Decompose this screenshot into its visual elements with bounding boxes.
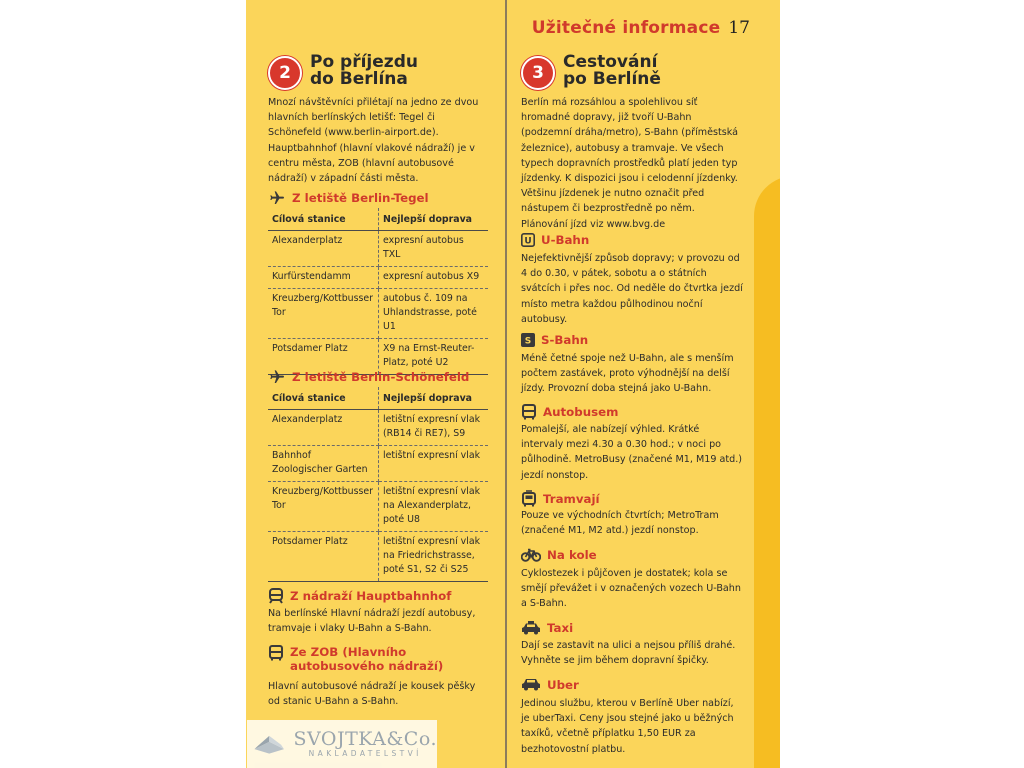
svg-text:S: S — [524, 336, 532, 347]
zob-text: Hlavní autobusové nádraží je kousek pěšky od stanic U-Bahn a S-Bahn. — [268, 681, 476, 708]
table-row: Alexanderplatz expresní autobus TXL — [268, 231, 488, 267]
ubahn-icon — [521, 233, 535, 247]
table-row: Potsdamer Platz X9 na Ernst-Reuter-Platz, poté U2 — [268, 339, 488, 375]
autobus-heading: Autobusem — [521, 404, 618, 420]
sbahn-heading: S S-Bahn — [521, 333, 588, 347]
bus-icon — [268, 645, 284, 661]
bike-heading: Na kole — [521, 548, 597, 562]
section-number-badge: 2 — [268, 56, 302, 90]
publisher-name: SVOJTKA&Co. — [293, 728, 437, 750]
table-row: Potsdamer Platz letištní expresní vlak na Friedrichstrasse, poté S1, S2 či S25 — [268, 532, 488, 582]
section-2-header — [268, 54, 418, 90]
ubahn-heading: U U-Bahn — [521, 233, 589, 247]
schonefeld-table — [268, 387, 488, 582]
book-page — [246, 0, 780, 768]
section-3-header — [521, 54, 661, 90]
tegel-heading: Z letiště Berlin-Tegel — [268, 190, 429, 206]
tram-heading: Tramvají — [521, 490, 600, 507]
page-number: 17 — [728, 18, 750, 38]
bicycle-icon — [521, 548, 541, 562]
section-title: Po příjezdu do Berlína — [310, 52, 418, 89]
table-row: Kreuzberg/Kottbusser Tor letištní expresní vlak na Alexanderplatz, poté U8 — [268, 482, 488, 532]
svg-text:U: U — [524, 236, 532, 247]
taxi-icon — [521, 621, 541, 635]
hbf-heading: Z nádraží Hauptbahnhof — [268, 588, 451, 604]
arrival-intro: Mnozí návštěvníci přilétají na jedno ze dvou hlavních berlínských letišť: Tegel či Schönefeld (www.berlin-airport.de). Hauptbahnhof (hlavní vlakové nádraží) je v centru města, ZOB (hlavní autobusové nádraží) v západní části města. — [268, 97, 479, 185]
transport-intro: Berlín má rozsáhlou a spolehlivou síť hromadné dopravy, již tvoří U-Bahn (podzemní dráha/metro), S-Bahn (příměstská železnice), autobusy a tramvaje. Ve všech typech dopravních prostředků platí jeden typ jízdenky. K dispozici jsou i celodenní jízdenky. Většinu jízdenek je nutno označit před nástupem či bezprostředně po něm. Plánování jízd viz www.bvg.de — [521, 97, 739, 230]
airplane-icon — [268, 190, 286, 206]
section-title: Cestování po Berlíně — [563, 52, 661, 89]
sbahn-text: Méně četné spoje než U-Bahn, ale s menším počtem zastávek, proto výhodnější na delší jízdy. Provozní doba stejná jako U-Bahn. — [521, 353, 734, 395]
ubahn-text: Nejefektivnější způsob dopravy; v provozu od 4 do 0.30, v pátek, sobotu a o státních svátcích i přes noc. Od neděle do čtvrtka jezdí místo metra každou půlhodinou noční autobusy. — [521, 253, 743, 325]
zob-heading: Ze ZOB (Hlavního autobusového nádraží) — [268, 645, 490, 673]
table-row: Kurfürstendamm expresní autobus X9 — [268, 267, 488, 289]
hbf-text: Na berlínské Hlavní nádraží jezdí autobusy, tramvaje i vlaky U-Bahn a S-Bahn. — [268, 608, 476, 635]
car-icon — [521, 678, 541, 692]
train-icon — [268, 588, 284, 604]
taxi-heading: Taxi — [521, 621, 573, 635]
tegel-table — [268, 208, 488, 375]
taxi-text: Dají se zastavit na ulici a nejsou příliš drahé. Vyhněte se jim během dopravní špičky. — [521, 640, 736, 667]
running-head — [532, 18, 750, 38]
schonefeld-heading: Z letiště Berlin-Schönefeld — [268, 369, 469, 385]
table-row: Kreuzberg/Kottbusser Tor autobus č. 109 na Uhlandstrasse, poté U1 — [268, 289, 488, 339]
publisher-watermark — [247, 720, 437, 768]
bus-icon — [521, 404, 537, 420]
tram-icon — [521, 490, 537, 507]
uber-text: Jedinou službu, kterou v Berlíně Uber nabízí, je uberTaxi. Ceny jsou stejné jako u běžných taxíků, včetně příplatku 1,50 EUR za bezhotovostní platbu. — [521, 698, 734, 755]
bike-text: Cyklostezek i půjčoven je dostatek; kola se smějí převážet i v označených vozech U-Bahn a S-Bahn. — [521, 568, 741, 610]
column-header: Nejlepší doprava — [379, 387, 489, 410]
table-row: Alexanderplatz letištní expresní vlak (RB14 či RE7), S9 — [268, 410, 488, 446]
column-divider — [505, 0, 507, 768]
airplane-icon — [268, 369, 286, 385]
column-header: Cílová stanice — [268, 208, 379, 231]
column-header: Cílová stanice — [268, 387, 379, 410]
section-number-badge: 3 — [521, 56, 555, 90]
column-header: Nejlepší doprava — [379, 208, 489, 231]
table-row: Bahnhof Zoologischer Garten letištní expresní vlak — [268, 446, 488, 482]
publisher-subtitle: NAKLADATELSTVÍ — [308, 749, 422, 758]
publisher-logo-icon — [253, 729, 285, 759]
sbahn-icon — [521, 333, 535, 347]
tram-text: Pouze ve východních čtvrtích; MetroTram (značené M1, M2 atd.) jezdí nonstop. — [521, 510, 719, 537]
thumb-tab — [754, 176, 780, 768]
running-title: Užitečné informace — [531, 18, 721, 38]
uber-heading: Uber — [521, 678, 579, 692]
autobus-text: Pomalejší, ale nabízejí výhled. Krátké intervaly mezi 4.30 a 0.30 hod.; v noci po půlhodině. MetroBusy (značené M1, M19 atd.) jezdí nonstop. — [521, 424, 743, 481]
